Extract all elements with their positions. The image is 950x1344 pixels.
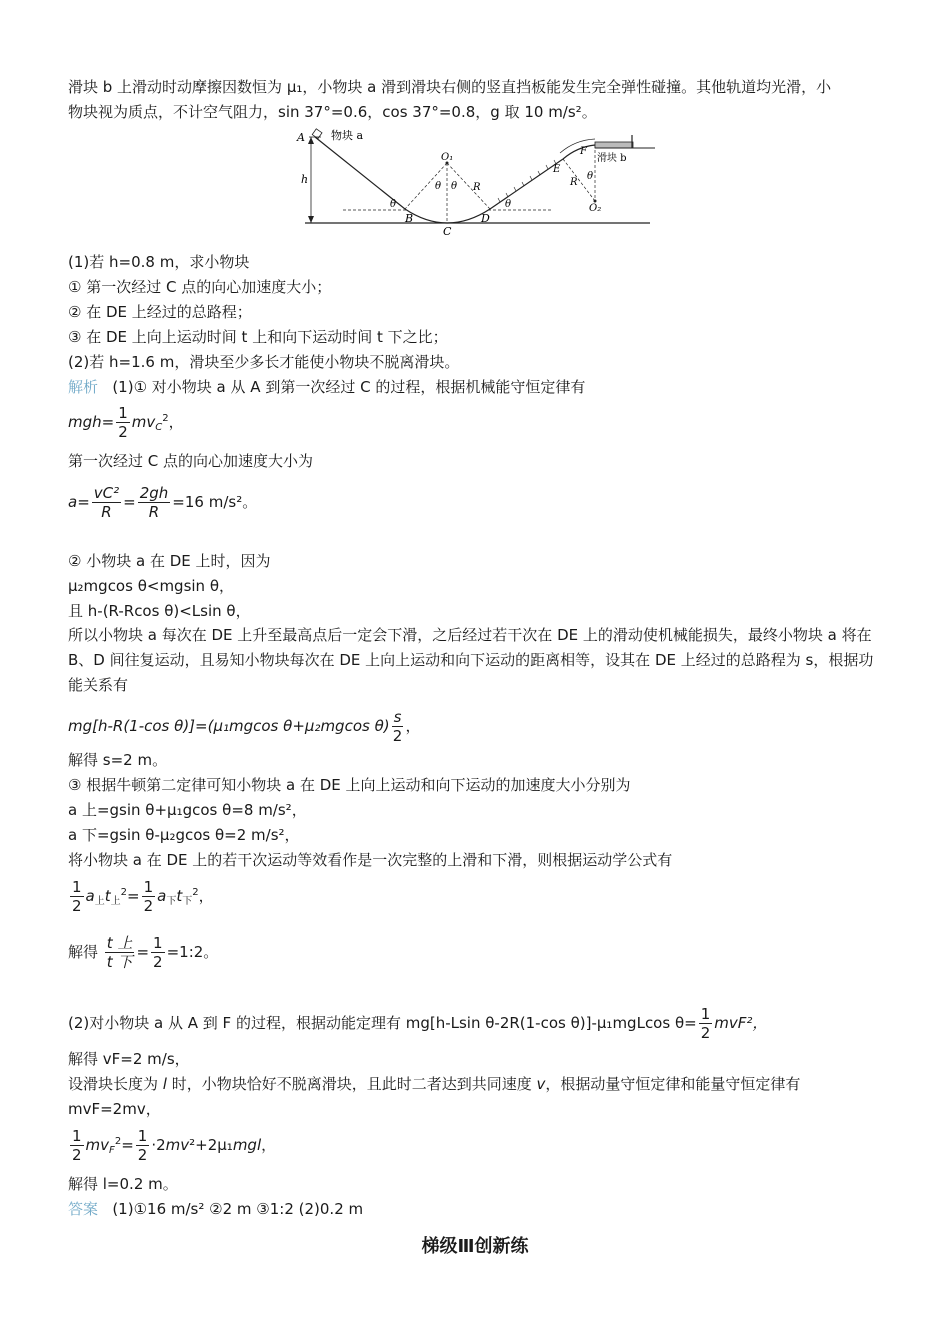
label-F: F [580, 146, 587, 157]
part3-intro: ③ 根据牛顿第二定律可知小物块 a 在 DE 上向上运动和向下运动的加速度大小分别为 [68, 776, 631, 794]
svg-text:θ: θ [435, 181, 442, 192]
answer-label: 答案 [68, 1200, 99, 1218]
label-E: E [553, 164, 561, 175]
part4-energy: $\frac{1}{2}$ $mv_F^2=$ $\frac{1}{2}$ ·2mv²+2μ₁mgl， [72, 1127, 277, 1164]
part4-vF: 解得 vF=2 m/s， [68, 1050, 190, 1068]
section-heading: 梯级Ⅲ创新练 [421, 1236, 529, 1257]
centripetal-intro: 第一次经过 C 点的向心加速度大小为 [68, 452, 314, 470]
track-diagram [295, 125, 660, 240]
label-h: h [301, 173, 309, 186]
part2-condition-1: μ₂mgcos θ<mgsin θ， [68, 577, 235, 595]
label-block-b: 滑块 b [597, 153, 627, 164]
solution-intro: 解析 (1)① 对小物块 a 从 A 到第一次经过 C 的过程，根据机械能守恒定律有 [68, 378, 586, 396]
label-A: A [297, 131, 305, 144]
label-D: D [481, 212, 490, 225]
part4-paragraph-1: 设滑块长度为 l 时，小物块恰好不脱离滑块，且此时二者达到共同速度 v，根据动量守恒定律和能量守恒定律有 [68, 1075, 801, 1093]
accel-down: a 下=gsin θ-μ₂gcos θ=2 m/s²， [68, 826, 300, 844]
part3-paragraph: 将小物块 a 在 DE 上的若干次运动等效看作是一次完整的上滑和下滑，则根据运动学公式有 [68, 851, 673, 869]
part4-intro: (2)对小物块 a 从 A 到 F 的过程，根据动能定理有 mg[h-Lsin θ-2R(1-cos θ)]-μ₁mgLcos θ= $\frac{1}{2}$ mvF²， [68, 1005, 768, 1042]
question-1a: ① 第一次经过 C 点的向心加速度大小； [68, 278, 332, 296]
svg-text:θ: θ [505, 199, 512, 210]
question-2: (2)若 h=1.6 m，滑块至少多长才能使小物块不脱离滑块。 [68, 353, 460, 371]
accel-up: a 上=gsin θ+μ₁gcos θ=8 m/s²， [68, 801, 307, 819]
part2-intro: ② 小物块 a 在 DE 上时，因为 [68, 552, 271, 570]
answer-line: 答案 (1)①16 m/s² ②2 m ③1:2 (2)0.2 m [68, 1200, 364, 1218]
part2-paragraph: 所以小物块 a 每次在 DE 上升至最高点后一定会下滑，之后经过若干次在 DE 上的滑动使机械能损失，最终小物块 a 将在 B、D 间往复运动，且易知小物块每次在 DE 上向上运动和向下运动的距离相等，设其在 DE 上经过的总路程为 s，根据功能关系有 [68, 626, 874, 694]
solution-label: 解析 [68, 378, 99, 396]
part2-result: 解得 s=2 m。 [68, 751, 168, 769]
svg-text:R: R [473, 182, 481, 193]
equation-energy: mgh= $\frac{1}{2}$ $mv_C^2$， [68, 404, 184, 441]
intro-line-2: 物块视为质点，不计空气阻力，sin 37°=0.6，cos 37°=0.8，g 取 10 m/s²。 [68, 103, 597, 121]
label-O2: O₂ [589, 203, 602, 214]
intro-line-1: 滑块 b 上滑动时动摩擦因数恒为 μ₁，小物块 a 滑到滑块右侧的竖直挡板能发生完全弹性碰撞。其他轨道均光滑，小 [68, 78, 832, 96]
equation-work-energy: mg[h-R(1-cos θ)]=(μ₁mgcos θ+μ₂mgcos θ) $\frac{s}{2}$ ， [68, 708, 421, 745]
label-O1: O₁ [441, 152, 454, 163]
svg-text:θ: θ [587, 171, 594, 182]
label-B: B [405, 212, 414, 225]
svg-text:θ: θ [451, 181, 458, 192]
label-block-a: 物块 a [331, 129, 364, 142]
equation-centripetal: a= $\frac{\text{vC²}}{R}$ = $\frac{2gh}{R}$ =16 m/s²。 [68, 484, 258, 521]
svg-text:R: R [570, 177, 578, 188]
part4-momentum: mvF=2mv， [68, 1100, 161, 1118]
part3-result: 解得 $\frac{\text{t 上}}{\text{t 下}}$ = $\frac{1}{2}$ =1:2。 [68, 934, 219, 971]
part4-result: 解得 l=0.2 m。 [68, 1175, 178, 1193]
equation-kinematics: $\frac{1}{2}$ $a_上t_上^2=$ $\frac{1}{2}$ $a_下t_下^2$， [72, 878, 214, 915]
part2-condition-2: 且 h-(R-Rcos θ)<Lsin θ， [68, 602, 251, 620]
svg-text:θ: θ [390, 199, 397, 210]
question-1: (1)若 h=0.8 m，求小物块 [68, 253, 250, 271]
question-1b: ② 在 DE 上经过的总路程； [68, 303, 252, 321]
label-C: C [443, 225, 452, 238]
question-1c: ③ 在 DE 上向上运动时间 t 上和向下运动时间 t 下之比； [68, 328, 448, 346]
